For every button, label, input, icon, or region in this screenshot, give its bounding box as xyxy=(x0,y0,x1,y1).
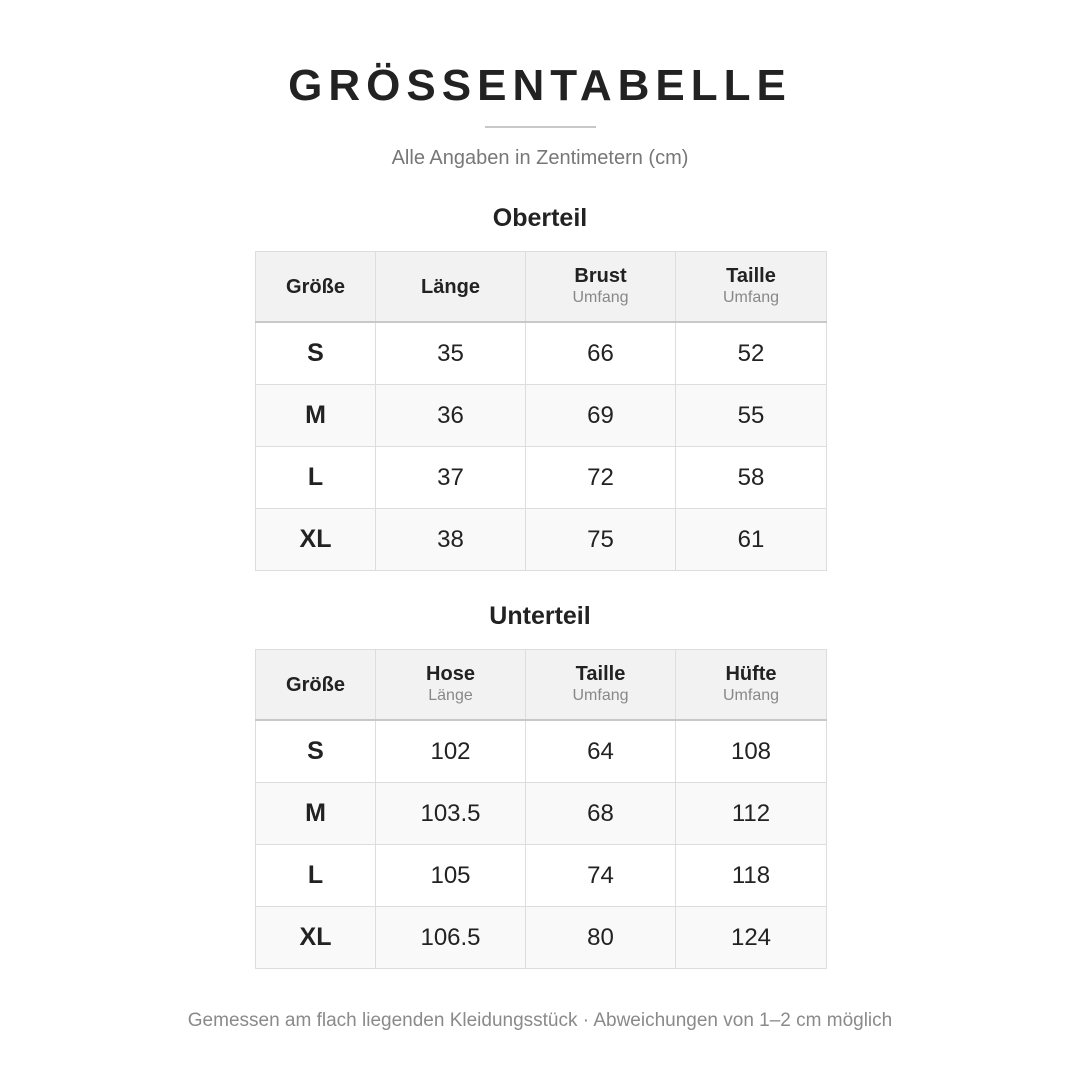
size-cell: L xyxy=(256,845,376,907)
value-cell: 52 xyxy=(676,322,827,385)
size-cell: M xyxy=(256,385,376,447)
column-header-sublabel: Umfang xyxy=(722,687,780,704)
column-header-waist xyxy=(676,252,827,323)
value-cell: 105 xyxy=(376,845,526,907)
column-header-label: Taille xyxy=(575,663,626,685)
footnote: Gemessen am flach liegenden Kleidungsstück · Abweichungen von 1–2 cm möglich xyxy=(187,1010,893,1031)
column-header-hip xyxy=(676,650,827,721)
column-header-size xyxy=(256,252,376,323)
column-header-sublabel: Umfang xyxy=(572,289,629,306)
column-header-sublabel: Umfang xyxy=(722,289,780,306)
column-header-length xyxy=(376,252,526,323)
value-cell: 35 xyxy=(376,322,526,385)
value-cell: 66 xyxy=(526,322,676,385)
column-header-waist xyxy=(526,650,676,721)
value-cell: 74 xyxy=(526,845,676,907)
size-cell: S xyxy=(256,720,376,783)
value-cell: 80 xyxy=(526,907,676,969)
value-cell: 68 xyxy=(526,783,676,845)
value-cell: 55 xyxy=(676,385,827,447)
size-cell: XL xyxy=(256,907,376,969)
column-header-label: Brust xyxy=(574,265,627,287)
page-title: GRÖSSENTABELLE xyxy=(288,61,792,110)
value-cell: 106.5 xyxy=(376,907,526,969)
value-cell: 75 xyxy=(526,509,676,571)
size-table-oberteil xyxy=(255,251,827,571)
table-row xyxy=(256,720,827,783)
title-divider xyxy=(485,126,596,128)
column-header-label: Größe xyxy=(286,275,345,298)
column-header-pants xyxy=(376,650,526,721)
section-title-unterteil: Unterteil xyxy=(489,602,591,630)
value-cell: 118 xyxy=(676,845,827,907)
value-cell: 112 xyxy=(676,783,827,845)
column-header-label: Hüfte xyxy=(725,663,777,685)
section-title-oberteil: Oberteil xyxy=(492,204,588,232)
value-cell: 61 xyxy=(676,509,827,571)
value-cell: 72 xyxy=(526,447,676,509)
value-cell: 36 xyxy=(376,385,526,447)
value-cell: 69 xyxy=(526,385,676,447)
column-header-chest xyxy=(526,252,676,323)
column-header-label: Länge xyxy=(421,275,480,298)
size-cell: M xyxy=(256,783,376,845)
size-cell: L xyxy=(256,447,376,509)
column-header-size xyxy=(256,650,376,721)
column-header-label: Hose xyxy=(426,663,475,685)
value-cell: 38 xyxy=(376,509,526,571)
table-row xyxy=(256,385,827,447)
column-header-label: Größe xyxy=(286,673,345,696)
table-row xyxy=(256,322,827,385)
table-row xyxy=(256,447,827,509)
table-header-row xyxy=(256,650,827,721)
value-cell: 37 xyxy=(376,447,526,509)
table-row xyxy=(256,845,827,907)
page-subtitle: Alle Angaben in Zentimetern (cm) xyxy=(391,147,689,169)
value-cell: 64 xyxy=(526,720,676,783)
column-header-label: Taille xyxy=(726,265,776,287)
size-table-unterteil xyxy=(255,649,827,969)
table-row xyxy=(256,509,827,571)
column-header-sublabel: Länge xyxy=(428,687,473,704)
table-row xyxy=(256,783,827,845)
size-cell: XL xyxy=(256,509,376,571)
value-cell: 124 xyxy=(676,907,827,969)
column-header-sublabel: Umfang xyxy=(572,687,629,704)
value-cell: 58 xyxy=(676,447,827,509)
value-cell: 108 xyxy=(676,720,827,783)
value-cell: 103.5 xyxy=(376,783,526,845)
table-row xyxy=(256,907,827,969)
value-cell: 102 xyxy=(376,720,526,783)
table-header-row xyxy=(256,252,827,323)
size-cell: S xyxy=(256,322,376,385)
